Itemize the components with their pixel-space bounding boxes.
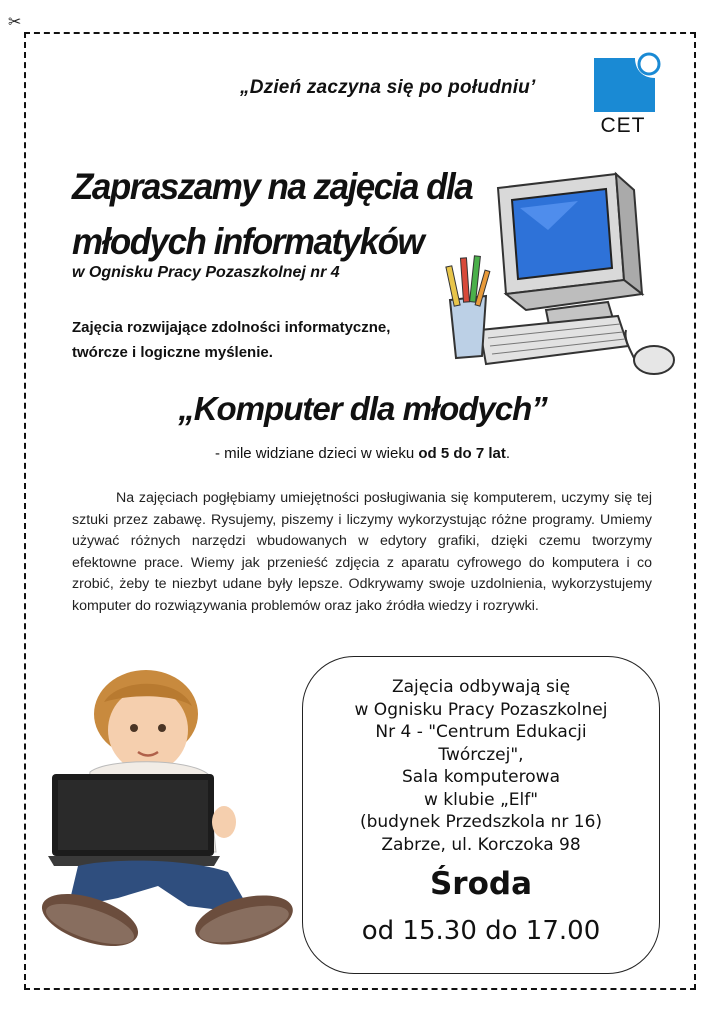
age-range: od 5 do 7 lat bbox=[418, 445, 506, 462]
scissors-icon: ✂ bbox=[8, 12, 22, 31]
program-subtitle bbox=[0, 445, 725, 462]
hours: od 15.30 do 17.00 bbox=[361, 916, 601, 946]
page-title bbox=[72, 160, 472, 269]
subheadline: w Ognisku Pracy Pozaszkolnej nr 4 bbox=[72, 264, 340, 281]
development-line-2: twórcze i logiczne myślenie. bbox=[72, 344, 273, 361]
child-with-laptop-image bbox=[38, 662, 298, 962]
info-line: Nr 4 - "Centrum Edukacji bbox=[375, 722, 587, 742]
computer-clipart-icon bbox=[428, 170, 680, 395]
weekday: Środa bbox=[429, 866, 533, 902]
development-text bbox=[72, 315, 390, 365]
info-line: w klubie „Elf" bbox=[423, 789, 539, 810]
headline-line-2: młodych informatyków bbox=[72, 221, 424, 263]
program-subtitle-prefix: - mile widziane dzieci w wieku bbox=[214, 445, 419, 462]
program-subtitle-suffix: . bbox=[505, 445, 511, 462]
motto: „Dzień zaczyna się po południu’ bbox=[240, 77, 536, 98]
info-line: Zajęcia odbywają się bbox=[391, 677, 571, 697]
info-lines bbox=[302, 676, 660, 856]
program-title: „Komputer dla młodych” bbox=[178, 390, 547, 427]
info-line: Zabrze, ul. Korczoka 98 bbox=[381, 834, 581, 855]
headline-line-1: Zapraszamy na zajęcia dla bbox=[72, 166, 473, 208]
description-paragraph: Na zajęciach pogłębiamy umiejętności posługiwania się komputerem, uczymy się tej sztuki przez zabawę. Rysujemy, piszemy i liczymy wykorzystując różne programy. Umiemy używać różnych narzędzi wbudowanych w edytory grafiki, dzięki czemu tworzymy efektowne prace. Wiemy jak przenieść zdjęcia z aparatu cyfrowego do komputera i co zrobić, żeby te niezbyt udane były lepsze. Odkrywamy swoje uzdolnienia, wykorzystujemy komputer do rozwiązywania problemów oraz jako źródła wiedzy i rozrywki. bbox=[72, 490, 652, 614]
logo-text: CET bbox=[600, 114, 646, 137]
info-line: Twórczej", bbox=[438, 744, 524, 765]
info-line: Sala komputerowa bbox=[402, 767, 560, 787]
info-line: (budynek Przedszkola nr 16) bbox=[359, 812, 603, 832]
development-line-1: Zajęcia rozwijające zdolności informatyczne, bbox=[72, 319, 391, 336]
info-line: w Ognisku Pracy Pozaszkolnej bbox=[354, 699, 608, 720]
